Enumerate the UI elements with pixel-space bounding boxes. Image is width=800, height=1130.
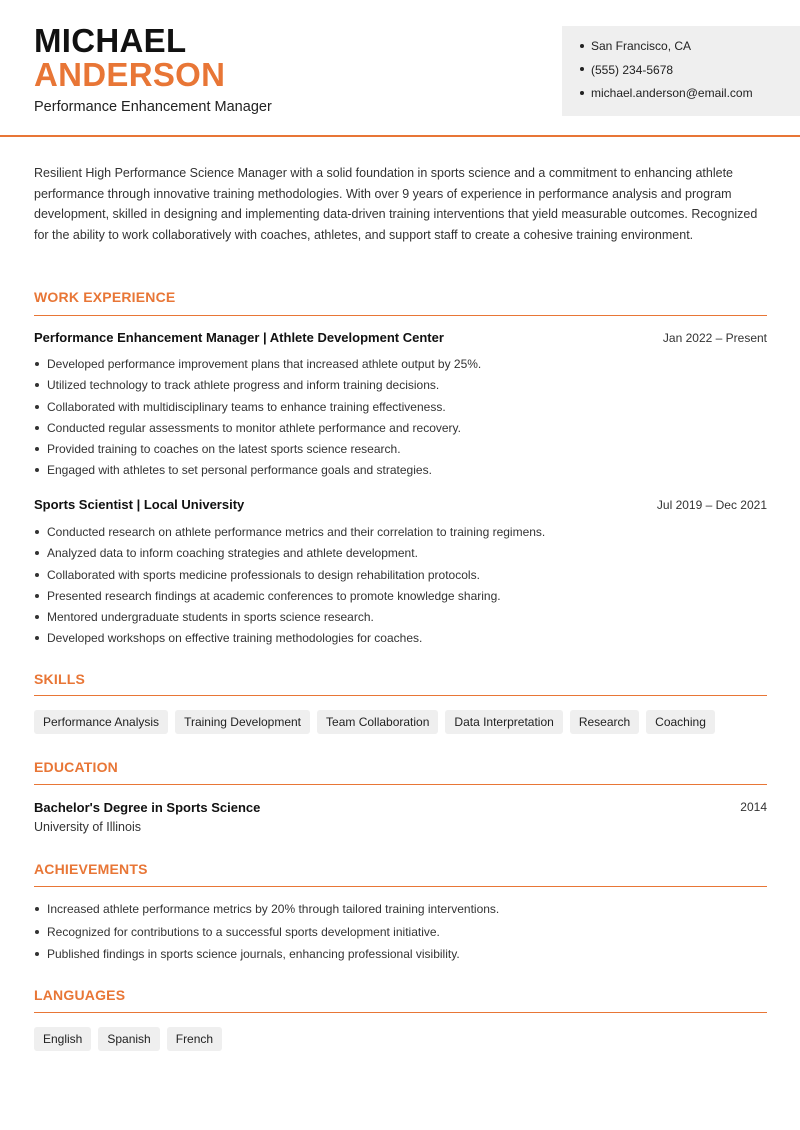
contact-phone: [580, 61, 800, 85]
job-title-1: Performance Enhancement Manager | Athlete Development Center: [34, 330, 444, 345]
contact-box: [562, 26, 800, 116]
list-item: Conducted research on athlete performance metrics and their correlation to training regimens.: [34, 523, 767, 544]
bullet-icon: [580, 67, 584, 71]
list-item: Utilized technology to track athlete progress and inform training decisions.: [34, 376, 767, 397]
list-item: Collaborated with sports medicine professionals to design rehabilitation protocols.: [34, 566, 767, 587]
language-tag: French: [167, 1027, 222, 1051]
list-item: Engaged with athletes to set personal performance goals and strategies.: [34, 461, 767, 482]
resume-header: [0, 0, 800, 137]
education-heading: EDUCATION: [34, 759, 118, 775]
skill-tag: Coaching: [646, 710, 715, 734]
section-divider: [34, 886, 767, 887]
contact-location-text: San Francisco, CA: [591, 39, 692, 53]
section-divider: [34, 315, 767, 316]
section-divider: [34, 784, 767, 785]
job-1-bullets: [34, 355, 767, 483]
bullet-icon: [580, 44, 584, 48]
list-item: Published findings in sports science journals, enhancing professional visibility.: [34, 945, 767, 968]
list-item: Developed workshops on effective training methodologies for coaches.: [34, 629, 767, 650]
bullet-icon: [580, 91, 584, 95]
job-dates-1: Jan 2022 – Present: [662, 331, 767, 345]
list-item: Presented research findings at academic conferences to promote knowledge sharing.: [34, 587, 767, 608]
skill-tag: Data Interpretation: [445, 710, 562, 734]
first-name: MICHAEL: [34, 22, 187, 59]
achievements-heading: ACHIEVEMENTS: [34, 861, 148, 877]
list-item: Recognized for contributions to a successful sports development initiative.: [34, 923, 767, 946]
work-experience-heading: WORK EXPERIENCE: [34, 289, 176, 305]
skill-tag: Training Development: [175, 710, 310, 734]
achievements-list: [34, 900, 767, 968]
contact-phone-text: (555) 234-5678: [591, 62, 674, 77]
section-divider: [34, 1012, 767, 1013]
degree: Bachelor's Degree in Sports Science: [34, 800, 261, 815]
contact-email: [580, 84, 800, 108]
list-item: Conducted regular assessments to monitor athlete performance and recovery.: [34, 419, 767, 440]
skill-tag: Research: [570, 710, 639, 734]
school-name: University of Illinois: [34, 820, 141, 834]
graduation-year: 2014: [740, 800, 767, 814]
job-dates-2: Jul 2019 – Dec 2021: [656, 498, 767, 512]
list-item: Analyzed data to inform coaching strategies and athlete development.: [34, 544, 767, 565]
list-item: Developed performance improvement plans that increased athlete output by 25%.: [34, 355, 767, 376]
job-title: Performance Enhancement Manager: [34, 99, 272, 115]
language-tag: Spanish: [98, 1027, 159, 1051]
skills-tags: [34, 710, 715, 734]
skill-tag: Team Collaboration: [317, 710, 438, 734]
list-item: Provided training to coaches on the latest sports science research.: [34, 440, 767, 461]
section-divider: [34, 695, 767, 696]
job-2-bullets: [34, 523, 767, 651]
languages-tags: [34, 1027, 222, 1051]
job-title-2: Sports Scientist | Local University: [34, 497, 245, 512]
contact-location: [580, 37, 800, 61]
list-item: Collaborated with multidisciplinary teams to enhance training effectiveness.: [34, 398, 767, 419]
last-name: ANDERSON: [34, 56, 226, 93]
professional-summary: Resilient High Performance Science Manager with a solid foundation in sports science and a commitment to enhancing athlete performance through innovative training methodologies. With over 9 years of experience in performance analysis and program development, skilled in designing and implementing data-driven training interventions that yield measurable outcomes. Recognized for the ability to work collaboratively with coaches, athletes, and support staff to create a cohesive training environment.: [34, 166, 758, 242]
skill-tag: Performance Analysis: [34, 710, 168, 734]
skills-heading: SKILLS: [34, 671, 85, 687]
language-tag: English: [34, 1027, 91, 1051]
contact-email-text: michael.anderson@email.com: [591, 86, 753, 100]
languages-heading: LANGUAGES: [34, 987, 126, 1003]
list-item: Mentored undergraduate students in sports science research.: [34, 608, 767, 629]
list-item: Increased athlete performance metrics by 20% through tailored training interventions.: [34, 900, 767, 923]
